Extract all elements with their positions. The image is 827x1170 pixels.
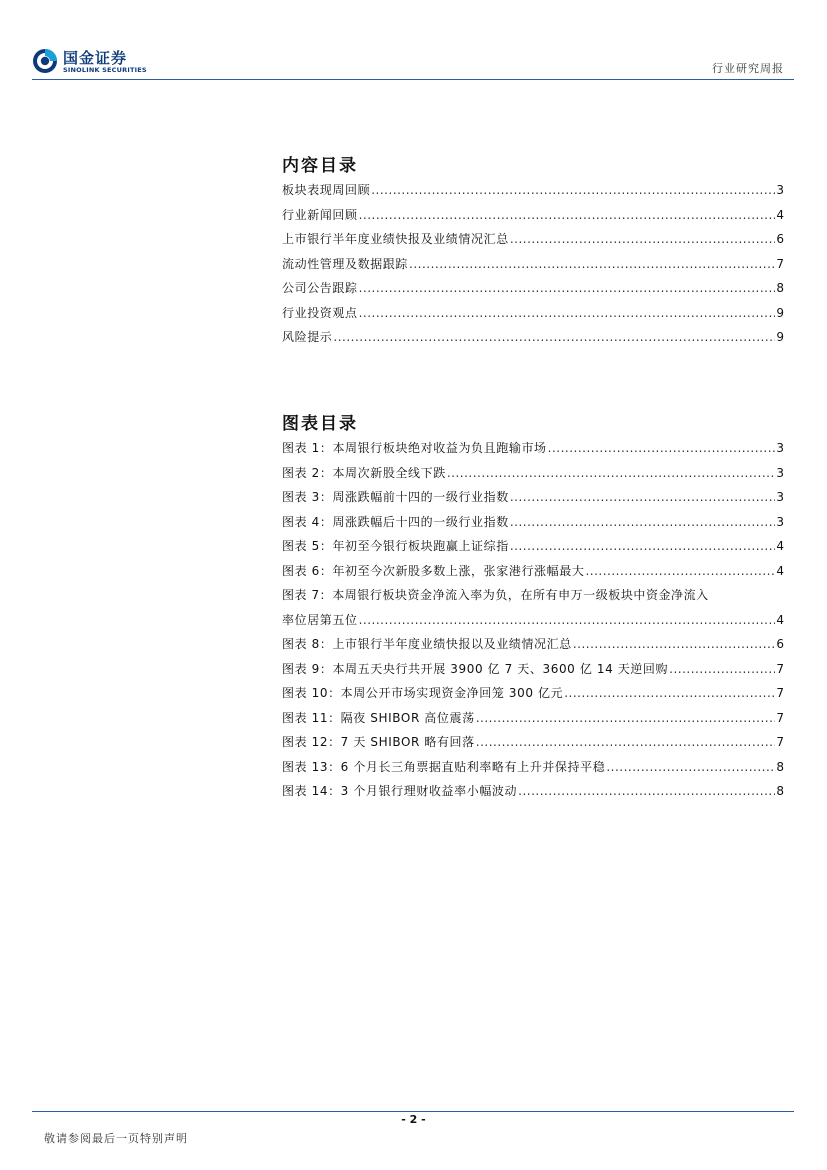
entry-label: 公司公告跟踪	[282, 281, 358, 295]
sinolink-logo-icon	[32, 48, 58, 74]
contents-entry[interactable]	[282, 304, 784, 329]
contents-list	[282, 181, 784, 353]
leader-dots	[573, 637, 776, 651]
leader-dots	[409, 257, 775, 271]
figure-entry[interactable]	[282, 733, 784, 758]
page-number: - 2 -	[401, 1113, 426, 1126]
header-divider	[32, 79, 794, 80]
entry-label: 图表 3：周涨跌幅前十四的一级行业指数	[282, 490, 509, 504]
leader-dots	[669, 662, 775, 676]
entry-label: 流动性管理及数据跟踪	[282, 256, 409, 271]
entry-label: 图表 9：本周五天央行共开展 3900 亿 7 天、3600 亿 14 天逆回购	[282, 661, 669, 676]
leader-dots	[371, 183, 775, 197]
contents-section	[282, 151, 784, 353]
contents-entry[interactable]	[282, 328, 784, 353]
entry-page: 7	[776, 710, 784, 725]
leader-dots	[476, 735, 776, 749]
entry-page: 3	[776, 183, 784, 197]
figure-entry[interactable]	[282, 513, 784, 538]
entry-page: 7	[776, 256, 784, 271]
leader-dots	[510, 490, 776, 504]
entry-page: 7	[776, 735, 784, 749]
figure-entry[interactable]	[282, 562, 784, 587]
entry-label: 图表 10：本周公开市场实现资金净回笼 300 亿元	[282, 686, 564, 700]
company-logo	[32, 44, 162, 78]
figures-list	[282, 439, 784, 807]
contents-entry[interactable]	[282, 279, 784, 304]
entry-page: 3	[776, 465, 784, 480]
entry-page: 4	[776, 207, 784, 222]
figure-entry[interactable]	[282, 782, 784, 807]
figure-entry[interactable]	[282, 709, 784, 734]
contents-entry[interactable]	[282, 206, 784, 231]
entry-page: 7	[776, 661, 784, 676]
logo-english-name: SINOLINK SECURITIES	[63, 66, 147, 74]
entry-label: 行业新闻回顾	[282, 207, 358, 222]
leader-dots	[585, 564, 775, 578]
leader-dots	[359, 208, 776, 222]
figure-entry[interactable]	[282, 537, 784, 562]
figure-entry[interactable]	[282, 684, 784, 709]
entry-page: 9	[776, 305, 784, 320]
entry-label: 板块表现周回顾	[282, 183, 371, 197]
entry-page: 7	[776, 686, 784, 700]
entry-label: 上市银行半年度业绩快报及业绩情况汇总	[282, 232, 509, 246]
entry-label: 图表 8：上市银行半年度业绩快报以及业绩情况汇总	[282, 637, 572, 651]
entry-label: 图表 5：年初至今银行板块跑赢上证综指	[282, 539, 509, 553]
report-type-label: 行业研究周报	[712, 62, 784, 75]
entry-page: 3	[776, 490, 784, 504]
leader-dots	[510, 232, 776, 246]
leader-dots	[548, 441, 776, 455]
contents-entry[interactable]	[282, 181, 784, 206]
figure-entry[interactable]	[282, 439, 784, 464]
entry-page: 3	[776, 441, 784, 455]
entry-page: 4	[776, 539, 784, 553]
figure-entry[interactable]	[282, 488, 784, 513]
entry-page: 8	[776, 281, 784, 295]
footer-divider	[32, 1111, 794, 1112]
leader-dots	[447, 466, 776, 480]
entry-label: 图表 2：本周次新股全线下跌	[282, 465, 446, 480]
entry-label-line1: 图表 7：本周银行板块资金净流入率为负，在所有申万一级板块中资金净流入	[282, 588, 709, 602]
entry-label: 图表 1：本周银行板块绝对收益为负且跑输市场	[282, 441, 547, 455]
leader-dots	[510, 539, 776, 553]
leader-dots	[476, 711, 776, 725]
figure-entry-wrapped[interactable]	[282, 586, 784, 635]
leader-dots	[510, 515, 776, 529]
entry-label: 图表 6：年初至今次新股多数上涨，张家港行涨幅最大	[282, 563, 585, 578]
entry-page: 3	[776, 514, 784, 529]
entry-page: 4	[776, 563, 784, 578]
leader-dots	[359, 306, 776, 320]
leader-dots	[333, 330, 775, 344]
leader-dots	[518, 784, 775, 798]
leader-dots	[606, 760, 775, 774]
figure-entry[interactable]	[282, 758, 784, 783]
entry-label: 图表 14：3 个月银行理财收益率小幅波动	[282, 784, 518, 798]
entry-label: 图表 13：6 个月长三角票据直贴利率略有上升并保持平稳	[282, 759, 606, 774]
entry-page: 6	[776, 232, 784, 246]
entry-page: 8	[776, 784, 784, 798]
logo-chinese-name: 国金证券	[63, 49, 128, 67]
contents-entry[interactable]	[282, 230, 784, 255]
entry-page: 9	[776, 330, 784, 344]
entry-page: 6	[776, 637, 784, 651]
entry-label: 行业投资观点	[282, 305, 358, 320]
entry-page: 4	[776, 612, 784, 627]
leader-dots	[359, 281, 776, 295]
entry-page: 8	[776, 759, 784, 774]
figures-section	[282, 409, 784, 807]
entry-label: 图表 4：周涨跌幅后十四的一级行业指数	[282, 514, 509, 529]
entry-label-line2: 率位居第五位	[282, 612, 358, 627]
figure-entry[interactable]	[282, 635, 784, 660]
leader-dots	[359, 613, 776, 627]
figure-entry[interactable]	[282, 464, 784, 489]
figures-title: 图表目录	[282, 414, 358, 434]
figure-entry[interactable]	[282, 660, 784, 685]
contents-title: 内容目录	[282, 156, 358, 176]
entry-label: 风险提示	[282, 330, 333, 344]
footer-disclaimer: 敬请参阅最后一页特别声明	[44, 1132, 188, 1145]
page-header	[32, 44, 794, 82]
entry-label: 图表 12：7 天 SHIBOR 略有回落	[282, 735, 475, 749]
entry-label: 图表 11：隔夜 SHIBOR 高位震荡	[282, 710, 475, 725]
leader-dots	[564, 686, 775, 700]
contents-entry[interactable]	[282, 255, 784, 280]
